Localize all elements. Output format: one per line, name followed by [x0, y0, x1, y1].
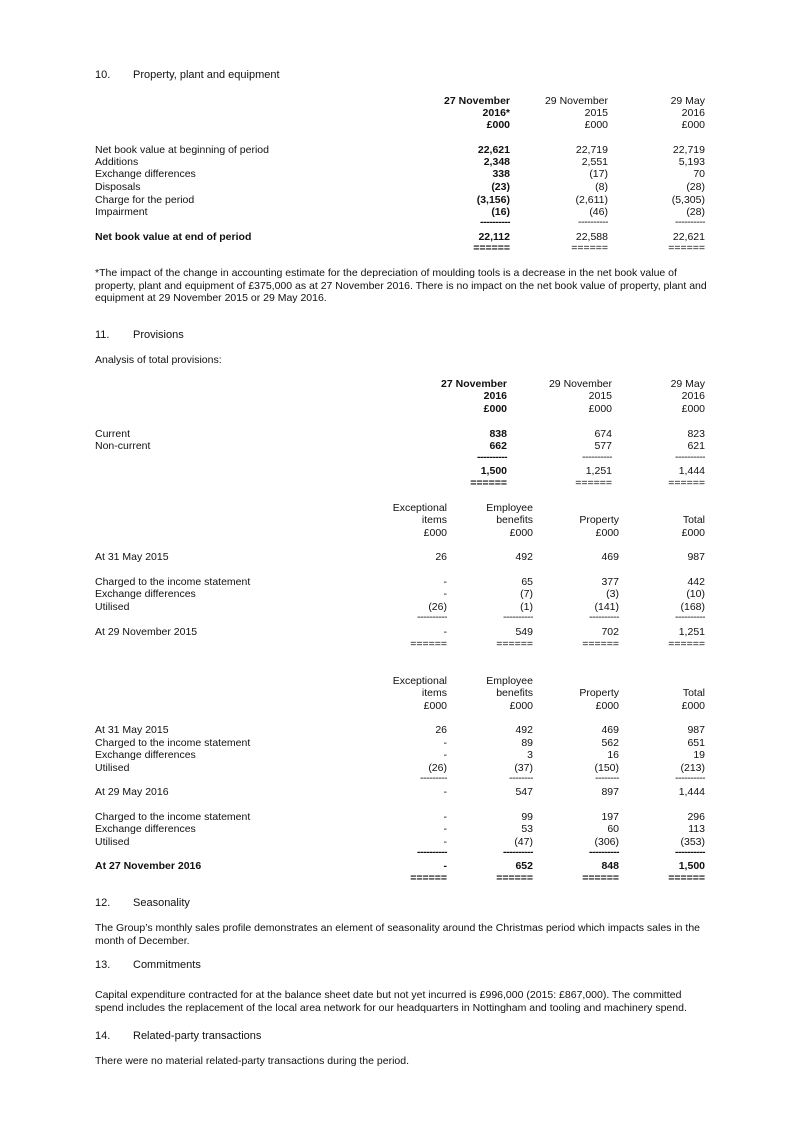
section-10-footnote: *The impact of the change in accounting estimate for the depreciation of moulding tools is a decrease in the net book value of property, plant and equipment of £375,000 as at 27 November 2016. There is no impact on the net book value of property, plant and equipment at 29 November 2015 or 29 May 2016.: [95, 267, 707, 304]
col-header: Employee: [486, 675, 533, 687]
cell: 5,193: [678, 156, 705, 168]
col-header: £000: [509, 700, 533, 712]
cell: (10): [686, 588, 705, 600]
double-rule: ======: [410, 872, 447, 884]
cell: 296: [687, 811, 705, 823]
subtotal-rule: ----------: [675, 611, 705, 623]
double-rule: ======: [582, 638, 619, 650]
subtotal-rule: ----------: [675, 772, 705, 784]
cell: -: [443, 576, 447, 588]
col-header: £000: [681, 527, 705, 539]
section-11-number: 11.: [95, 329, 110, 341]
col-header: 27 November: [441, 378, 507, 390]
cell: 26: [435, 551, 447, 563]
cell: 113: [688, 823, 705, 835]
double-rule: ======: [582, 872, 619, 884]
total-cell: 22,621: [672, 231, 705, 243]
col-header: £000: [588, 403, 612, 415]
cell: 22,719: [672, 144, 705, 156]
double-rule: ======: [668, 477, 705, 489]
cell: 89: [521, 737, 533, 749]
col-header: 29 May: [670, 95, 705, 107]
cell: (1): [520, 601, 533, 613]
subtotal-rule: ----------: [582, 451, 612, 463]
total-cell: 1,251: [585, 465, 612, 477]
col-header: £000: [595, 700, 619, 712]
cell: (28): [686, 206, 705, 218]
cell: (353): [680, 836, 705, 848]
cell: 22,719: [575, 144, 608, 156]
cell: 897: [601, 786, 619, 798]
cell: 838: [489, 428, 507, 440]
cell: 197: [601, 811, 619, 823]
cell: 562: [601, 737, 619, 749]
subtotal-rule: ----------: [589, 846, 619, 858]
section-10-number: 10.: [95, 69, 111, 81]
row-label: Charged to the income statement: [95, 576, 251, 588]
cell: (7): [520, 588, 533, 600]
cell: (150): [594, 762, 619, 774]
row-label: Current: [95, 428, 131, 440]
col-header: 2016*: [482, 107, 510, 119]
cell: 823: [687, 428, 705, 440]
cell: 651: [687, 737, 705, 749]
cell: 53: [521, 823, 533, 835]
cell: -: [443, 823, 447, 835]
cell: 492: [515, 724, 533, 736]
cell: 987: [687, 551, 705, 563]
section-10-title: Property, plant and equipment: [133, 69, 280, 81]
cell: 674: [594, 428, 612, 440]
cell: 577: [594, 440, 612, 452]
cell: (26): [428, 762, 447, 774]
col-header: items: [421, 687, 447, 699]
cell: 2,348: [483, 156, 510, 168]
cell: (47): [514, 836, 533, 848]
col-header: £000: [486, 119, 510, 131]
col-header: £000: [483, 403, 507, 415]
col-header: £000: [423, 527, 447, 539]
cell: (141): [594, 601, 619, 613]
cell: 549: [515, 626, 533, 638]
cell: 2,551: [581, 156, 608, 168]
cell: (46): [589, 206, 608, 218]
double-rule: ======: [496, 638, 533, 650]
col-header: Exceptional: [392, 675, 447, 687]
section-14-title: Related-party transactions: [133, 1030, 262, 1042]
subtotal-rule: --------: [509, 772, 533, 784]
cell: -: [443, 749, 447, 761]
cell: 621: [687, 440, 705, 452]
row-label: At 31 May 2015: [95, 551, 169, 563]
total-cell: 848: [601, 860, 619, 872]
row-label: Charge for the period: [95, 194, 195, 206]
section-14-number: 14.: [95, 1030, 111, 1042]
total-cell: 22,588: [575, 231, 608, 243]
subtotal-rule: ----------: [480, 216, 510, 228]
total-cell: 1,500: [480, 465, 507, 477]
col-header: Property: [579, 514, 619, 526]
cell: 1,251: [678, 626, 705, 638]
row-label: Utilised: [95, 762, 130, 774]
col-header: Employee: [486, 502, 533, 514]
cell: 1,444: [678, 786, 705, 798]
cell: 377: [601, 576, 619, 588]
subtotal-rule: ----------: [675, 216, 705, 228]
subtotal-rule: ----------: [503, 846, 533, 858]
total-cell: 22,112: [478, 231, 510, 243]
cell: (5,305): [671, 194, 705, 206]
total-cell: 652: [515, 860, 533, 872]
col-header: 27 November: [444, 95, 510, 107]
col-header: 2016: [681, 107, 705, 119]
cell: (26): [428, 601, 447, 613]
col-header: 29 November: [548, 378, 612, 390]
row-label: Exchange differences: [95, 749, 196, 761]
cell: (168): [680, 601, 705, 613]
double-rule: ======: [470, 477, 507, 489]
col-header: Total: [682, 514, 705, 526]
cell: (8): [595, 181, 608, 193]
row-label: Charged to the income statement: [95, 811, 251, 823]
row-label: Utilised: [95, 836, 130, 848]
cell: (2,611): [575, 194, 608, 206]
cell: 662: [489, 440, 507, 452]
cell: (213): [680, 762, 705, 774]
row-label: Utilised: [95, 601, 130, 613]
subtotal-rule: --------: [595, 772, 619, 784]
total-cell: 1,444: [678, 465, 705, 477]
double-rule: ======: [668, 638, 705, 650]
total-cell: -: [443, 860, 447, 872]
subtotal-rule: ----------: [503, 611, 533, 623]
row-label: Net book value at beginning of period: [95, 144, 269, 156]
row-label: Disposals: [95, 181, 141, 193]
cell: 442: [687, 576, 705, 588]
cell: 99: [521, 811, 533, 823]
double-rule: ======: [668, 872, 705, 884]
cell: 492: [515, 551, 533, 563]
row-label: At 29 May 2016: [95, 786, 169, 798]
cell: -: [443, 811, 447, 823]
subtotal-rule: ----------: [675, 846, 705, 858]
cell: 16: [607, 749, 619, 761]
cell: 702: [601, 626, 619, 638]
col-header: 2015: [588, 390, 612, 402]
subtotal-rule: ----------: [589, 611, 619, 623]
row-label: Charged to the income statement: [95, 737, 251, 749]
cell: (23): [491, 181, 510, 193]
cell: 547: [515, 786, 533, 798]
section-12-text: The Group’s monthly sales profile demonstrates an element of seasonality around the Christmas period which impacts sales in the month of December.: [95, 922, 701, 947]
col-header: 2016: [681, 390, 705, 402]
col-header: Exceptional: [392, 502, 447, 514]
total-cell: 1,500: [678, 860, 705, 872]
double-rule: ======: [668, 242, 705, 254]
subtotal-rule: ----------: [477, 451, 507, 463]
row-label: Impairment: [95, 206, 148, 218]
double-rule: ======: [496, 872, 533, 884]
col-header: benefits: [496, 514, 533, 526]
double-rule: ======: [575, 477, 612, 489]
col-header: £000: [584, 119, 608, 131]
row-label: Exchange differences: [95, 823, 196, 835]
col-header: £000: [681, 119, 705, 131]
cell: 987: [687, 724, 705, 736]
col-header: Total: [682, 687, 705, 699]
cell: 3: [527, 749, 533, 761]
section-13-title: Commitments: [133, 959, 201, 971]
cell: 70: [693, 168, 705, 180]
cell: -: [443, 737, 447, 749]
subtotal-rule: ----------: [578, 216, 608, 228]
cell: (28): [686, 181, 705, 193]
cell: (37): [514, 762, 533, 774]
double-rule: ======: [473, 242, 510, 254]
cell: -: [443, 626, 447, 638]
col-header: 29 May: [670, 378, 705, 390]
cell: 60: [607, 823, 619, 835]
col-header: benefits: [496, 687, 533, 699]
cell: (17): [589, 168, 608, 180]
cell: (306): [594, 836, 619, 848]
section-11-intro: Analysis of total provisions:: [95, 354, 222, 366]
row-label: At 31 May 2015: [95, 724, 169, 736]
cell: 469: [601, 724, 619, 736]
subtotal-rule: ----------: [417, 611, 447, 623]
cell: -: [443, 836, 447, 848]
row-label: Exchange differences: [95, 168, 196, 180]
section-14-text: There were no material related-party transactions during the period.: [95, 1055, 409, 1067]
col-header: £000: [595, 527, 619, 539]
total-label: At 27 November 2016: [95, 860, 202, 872]
cell: 19: [693, 749, 705, 761]
cell: -: [443, 786, 447, 798]
section-13-text: Capital expenditure contracted for at the balance sheet date but not yet incurred is £996,000 (2015: £867,000). The committed spend includes the replacement of the local area network for our headquarters in Nottingham and tooling and machinery spend.: [95, 989, 687, 1014]
col-header: £000: [681, 700, 705, 712]
subtotal-rule: ----------: [675, 451, 705, 463]
cell: 338: [492, 168, 510, 180]
subtotal-rule: ----------: [417, 846, 447, 858]
row-label: Additions: [95, 156, 139, 168]
col-header: 29 November: [544, 95, 608, 107]
section-12-title: Seasonality: [133, 897, 190, 909]
cell: 26: [435, 724, 447, 736]
total-label: Net book value at end of period: [95, 231, 252, 243]
col-header: £000: [509, 527, 533, 539]
col-header: 2016: [483, 390, 507, 402]
subtotal-rule: ---------: [420, 772, 447, 784]
double-rule: ======: [571, 242, 608, 254]
cell: (3): [606, 588, 619, 600]
cell: (3,156): [476, 194, 510, 206]
section-11-title: Provisions: [133, 329, 184, 341]
col-header: items: [421, 514, 447, 526]
col-header: £000: [423, 700, 447, 712]
section-13-number: 13.: [95, 959, 111, 971]
cell: -: [443, 588, 447, 600]
cell: 22,621: [477, 144, 510, 156]
section-12-number: 12.: [95, 897, 111, 909]
cell: 469: [601, 551, 619, 563]
row-label: Non-current: [95, 440, 151, 452]
col-header: 2015: [584, 107, 608, 119]
double-rule: ======: [410, 638, 447, 650]
col-header: £000: [681, 403, 705, 415]
col-header: Property: [579, 687, 619, 699]
row-label: Exchange differences: [95, 588, 196, 600]
cell: (16): [491, 206, 510, 218]
cell: 65: [521, 576, 533, 588]
row-label: At 29 November 2015: [95, 626, 198, 638]
